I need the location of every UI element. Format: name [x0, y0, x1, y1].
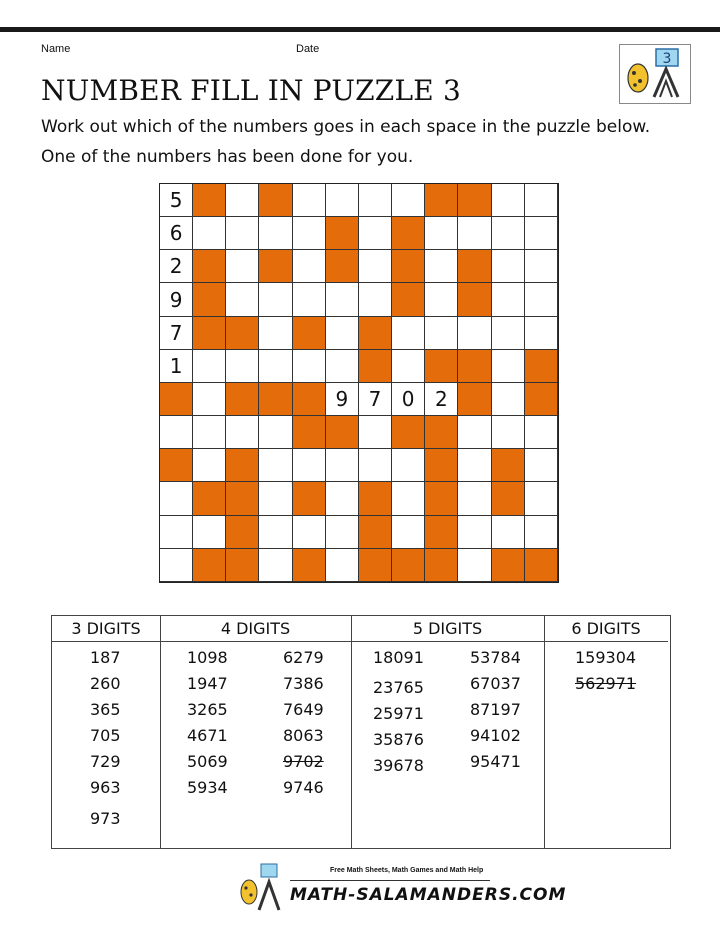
empty-cell[interactable] [293, 516, 326, 549]
number-entry: 729 [90, 752, 121, 771]
blocked-cell [359, 516, 392, 549]
blocked-cell [458, 350, 491, 383]
number-entry: 5934 [187, 778, 228, 797]
empty-cell[interactable] [326, 516, 359, 549]
blocked-cell [359, 350, 392, 383]
digit-column [160, 616, 352, 848]
empty-cell[interactable] [259, 416, 292, 449]
number-entry: 35876 [373, 730, 424, 749]
number-entry: 973 [90, 809, 121, 828]
filled-number-cell[interactable]: 1 [160, 350, 193, 383]
number-entry: 9746 [283, 778, 324, 797]
column-heading: 5 DIGITS [351, 616, 544, 642]
empty-cell[interactable] [226, 250, 259, 283]
empty-cell[interactable] [326, 317, 359, 350]
blocked-cell [160, 383, 193, 416]
empty-cell[interactable] [492, 184, 525, 217]
blocked-cell [293, 416, 326, 449]
footer-salamander-logo [235, 862, 285, 912]
empty-cell[interactable] [458, 516, 491, 549]
digit-column [544, 616, 668, 848]
empty-cell[interactable] [525, 283, 558, 316]
empty-cell[interactable] [392, 184, 425, 217]
column-heading: 4 DIGITS [160, 616, 351, 642]
empty-cell[interactable] [259, 317, 292, 350]
number-entry: 8063 [283, 726, 324, 745]
footer-tagline: Free Math Sheets, Math Games and Math Help [330, 867, 484, 874]
blocked-cell [492, 449, 525, 482]
empty-cell[interactable] [525, 516, 558, 549]
empty-cell[interactable] [492, 283, 525, 316]
filled-number-cell[interactable]: 9 [326, 383, 359, 416]
number-entry: 67037 [470, 674, 521, 693]
page-title: NUMBER FILL IN PUZZLE 3 [41, 74, 462, 107]
blocked-cell [226, 549, 259, 582]
blocked-cell [226, 482, 259, 515]
digit-column [52, 616, 161, 848]
empty-cell[interactable] [326, 549, 359, 582]
blocked-cell [359, 549, 392, 582]
empty-cell[interactable] [425, 317, 458, 350]
empty-cell[interactable] [392, 317, 425, 350]
empty-cell[interactable] [326, 449, 359, 482]
empty-cell[interactable] [326, 283, 359, 316]
blocked-cell [492, 482, 525, 515]
empty-cell[interactable] [359, 416, 392, 449]
empty-cell[interactable] [492, 317, 525, 350]
blocked-cell [193, 317, 226, 350]
name-label: Name [41, 43, 71, 55]
blocked-cell [326, 416, 359, 449]
empty-cell[interactable] [525, 449, 558, 482]
blocked-cell [193, 549, 226, 582]
empty-cell[interactable] [359, 184, 392, 217]
blocked-cell [425, 416, 458, 449]
blocked-cell [193, 250, 226, 283]
number-entry: 562971 [575, 674, 637, 693]
blocked-cell [525, 383, 558, 416]
empty-cell[interactable] [259, 482, 292, 515]
blocked-cell [326, 217, 359, 250]
number-entry: 1098 [187, 648, 228, 667]
empty-cell[interactable] [293, 250, 326, 283]
blocked-cell [359, 482, 392, 515]
number-entry: 6279 [283, 648, 324, 667]
blocked-cell [226, 516, 259, 549]
filled-number-cell[interactable]: 5 [160, 184, 193, 217]
filled-number-cell[interactable]: 2 [425, 383, 458, 416]
empty-cell[interactable] [392, 449, 425, 482]
empty-cell[interactable] [425, 283, 458, 316]
empty-cell[interactable] [458, 217, 491, 250]
number-entry: 94102 [470, 726, 521, 745]
number-entry: 365 [90, 700, 121, 719]
empty-cell[interactable] [193, 350, 226, 383]
number-entry: 87197 [470, 700, 521, 719]
number-entry: 53784 [470, 648, 521, 667]
instruction-line-1: Work out which of the numbers goes in each space in the puzzle below. [41, 117, 651, 137]
empty-cell[interactable] [359, 283, 392, 316]
number-entry: 25971 [373, 704, 424, 723]
blocked-cell [392, 217, 425, 250]
blocked-cell [293, 383, 326, 416]
empty-cell[interactable] [425, 217, 458, 250]
empty-cell[interactable] [525, 250, 558, 283]
empty-cell[interactable] [226, 184, 259, 217]
empty-cell[interactable] [525, 184, 558, 217]
empty-cell[interactable] [226, 283, 259, 316]
empty-cell[interactable] [458, 549, 491, 582]
number-entry: 95471 [470, 752, 521, 771]
empty-cell[interactable] [259, 516, 292, 549]
empty-cell[interactable] [193, 217, 226, 250]
empty-cell[interactable] [293, 184, 326, 217]
empty-cell[interactable] [160, 482, 193, 515]
blocked-cell [226, 383, 259, 416]
logo-badge-number: 3 [662, 51, 672, 67]
blocked-cell [293, 482, 326, 515]
number-entry: 7649 [283, 700, 324, 719]
blocked-cell [425, 516, 458, 549]
instruction-line-2: One of the numbers has been done for you. [41, 147, 414, 167]
empty-cell[interactable] [458, 449, 491, 482]
blocked-cell [359, 317, 392, 350]
empty-cell[interactable] [425, 250, 458, 283]
blocked-cell [259, 184, 292, 217]
empty-cell[interactable] [458, 317, 491, 350]
empty-cell[interactable] [492, 516, 525, 549]
empty-cell[interactable] [259, 350, 292, 383]
number-entry: 963 [90, 778, 121, 797]
empty-cell[interactable] [259, 283, 292, 316]
empty-cell[interactable] [326, 184, 359, 217]
number-entry: 39678 [373, 756, 424, 775]
empty-cell[interactable] [226, 217, 259, 250]
empty-cell[interactable] [525, 217, 558, 250]
empty-cell[interactable] [160, 416, 193, 449]
blocked-cell [458, 283, 491, 316]
empty-cell[interactable] [160, 516, 193, 549]
empty-cell[interactable] [359, 217, 392, 250]
empty-cell[interactable] [259, 549, 292, 582]
empty-cell[interactable] [193, 383, 226, 416]
blocked-cell [293, 549, 326, 582]
blocked-cell [226, 449, 259, 482]
empty-cell[interactable] [392, 482, 425, 515]
column-heading: 6 DIGITS [544, 616, 668, 642]
blocked-cell [425, 184, 458, 217]
empty-cell[interactable] [326, 482, 359, 515]
empty-cell[interactable] [458, 482, 491, 515]
empty-cell[interactable] [492, 217, 525, 250]
number-entry: 187 [90, 648, 121, 667]
empty-cell[interactable] [226, 416, 259, 449]
blocked-cell [525, 350, 558, 383]
empty-cell[interactable] [259, 217, 292, 250]
empty-cell[interactable] [293, 350, 326, 383]
empty-cell[interactable] [326, 350, 359, 383]
blocked-cell [392, 416, 425, 449]
blocked-cell [259, 383, 292, 416]
puzzle-grid [159, 183, 559, 583]
empty-cell[interactable] [525, 482, 558, 515]
number-entry: 9702 [283, 752, 324, 771]
blocked-cell [193, 184, 226, 217]
footer-divider [290, 880, 490, 881]
blocked-cell [425, 350, 458, 383]
number-list-table [51, 615, 671, 849]
blocked-cell [458, 250, 491, 283]
blocked-cell [160, 449, 193, 482]
number-entry: 1947 [187, 674, 228, 693]
footer-site-name: MATH-SALAMANDERS.COM [290, 885, 567, 905]
blocked-cell [392, 283, 425, 316]
number-entry: 23765 [373, 678, 424, 697]
empty-cell[interactable] [293, 283, 326, 316]
number-entry: 260 [90, 674, 121, 693]
empty-cell[interactable] [293, 217, 326, 250]
empty-cell[interactable] [492, 350, 525, 383]
empty-cell[interactable] [392, 350, 425, 383]
blocked-cell [293, 317, 326, 350]
empty-cell[interactable] [525, 317, 558, 350]
empty-cell[interactable] [525, 416, 558, 449]
blocked-cell [425, 549, 458, 582]
empty-cell[interactable] [193, 416, 226, 449]
empty-cell[interactable] [359, 449, 392, 482]
salamander-logo [619, 44, 691, 104]
number-entry: 5069 [187, 752, 228, 771]
blocked-cell [193, 482, 226, 515]
empty-cell[interactable] [293, 449, 326, 482]
date-label: Date [296, 43, 320, 55]
digit-column [351, 616, 545, 848]
number-entry: 4671 [187, 726, 228, 745]
blocked-cell [458, 383, 491, 416]
empty-cell[interactable] [160, 549, 193, 582]
blocked-cell [525, 549, 558, 582]
blocked-cell [458, 184, 491, 217]
column-heading: 3 DIGITS [52, 616, 160, 642]
filled-number-cell[interactable]: 2 [160, 250, 193, 283]
number-entry: 7386 [283, 674, 324, 693]
empty-cell[interactable] [226, 350, 259, 383]
blocked-cell [326, 250, 359, 283]
empty-cell[interactable] [259, 449, 292, 482]
blocked-cell [392, 549, 425, 582]
blocked-cell [226, 317, 259, 350]
blocked-cell [425, 482, 458, 515]
number-entry: 705 [90, 726, 121, 745]
empty-cell[interactable] [492, 416, 525, 449]
blocked-cell [392, 250, 425, 283]
filled-number-cell[interactable]: 9 [160, 283, 193, 316]
blocked-cell [425, 449, 458, 482]
filled-number-cell[interactable]: 7 [359, 383, 392, 416]
empty-cell[interactable] [193, 449, 226, 482]
filled-number-cell[interactable]: 7 [160, 317, 193, 350]
empty-cell[interactable] [458, 416, 491, 449]
empty-cell[interactable] [193, 516, 226, 549]
empty-cell[interactable] [392, 516, 425, 549]
number-entry: 18091 [373, 648, 424, 667]
filled-number-cell[interactable]: 6 [160, 217, 193, 250]
empty-cell[interactable] [492, 250, 525, 283]
blocked-cell [492, 549, 525, 582]
top-rule [0, 27, 720, 32]
number-entry: 159304 [575, 648, 637, 667]
number-entry: 3265 [187, 700, 228, 719]
blocked-cell [259, 250, 292, 283]
empty-cell[interactable] [359, 250, 392, 283]
filled-number-cell[interactable]: 0 [392, 383, 425, 416]
empty-cell[interactable] [492, 383, 525, 416]
blocked-cell [193, 283, 226, 316]
